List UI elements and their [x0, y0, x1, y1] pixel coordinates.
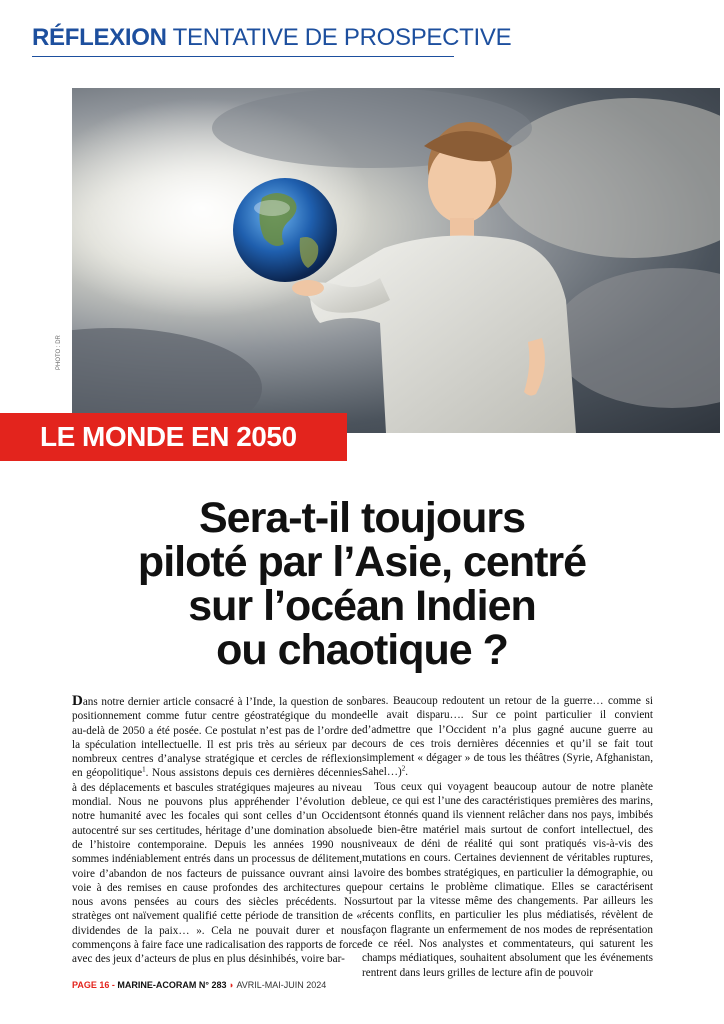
headline-line: piloté par l’Asie, centré	[137, 538, 587, 586]
footnote-ref[interactable]: 2	[401, 764, 406, 773]
boy-shirt	[310, 236, 576, 434]
article-column-left	[72, 694, 362, 967]
page-number: PAGE 16 -	[72, 980, 115, 990]
article-paragraph: bares. Beaucoup redoutent un retour de la guerre… comme si elle avait disparu…. Sur ce point particulier il convient d’admettre que l’Occident n’a plus gagné aucune guerre au cours de ces trois dernières décennies et qu’il se fait tout simplement « dégager » de tous les théâtres (Syrie, Afghanistan, Sahel…)$^2$.	[362, 695, 653, 779]
header-rule	[32, 56, 454, 57]
article-column-right	[362, 694, 653, 980]
topic-banner-label: LE MONDE EN 2050	[40, 421, 297, 452]
earth-globe	[233, 178, 337, 282]
photo-illustration	[72, 88, 720, 433]
headline-line: Sera-t-il toujours	[198, 494, 526, 542]
article-headline	[40, 496, 684, 672]
headline-line: ou chaotique ?	[216, 626, 508, 674]
section-kicker: RÉFLEXION	[32, 24, 167, 51]
magazine-name: MARINE-ACORAM N° 283	[117, 980, 227, 990]
page-footer	[72, 980, 326, 990]
drop-cap: D	[72, 693, 83, 709]
article-paragraph: Dans notre dernier article consacré à l’Inde, la question de son positionnement comme futur centre géostratégique du monde au-delà de 2050 a été posée. Ce postulat n’est pas de l’ordre de la spéculation intellectuelle. Il est pris très au sérieux par de nombreux centres d’analyse stratégique et cercles de réflexion en géopolitique$^1$. Nous assistons depuis ces dernières décennies à des déplacements et bascules stratégiques majeures au niveau mondial. Nous ne pouvons plus appréhender l’évolution de notre humanité avec les focales qui sont celles d’un Occident autocentré sur ses certitudes, héritage d’une domination absolue de l’histoire contemporaine. Depuis les années 1990 nous sommes indéniablement entrés dans un processus de délitement, voire d’abandon de nos facteurs de puissance ouvrant ainsi la voie à des remises en cause profondes des architectures que nous avons pensées au cours des siècles précédents. Nos stratèges ont naïvement qualifié cette période de transition de « dividendes de la paix… ». Cela ne pouvait durer et nous commençons à faire face une radicalisation des rapports de force avec des jeux d’acteurs de plus en plus désinhibés, voire bar-	[72, 693, 362, 966]
photo-credit: PHOTO : DR	[56, 335, 62, 370]
headline-line: sur l’océan Indien	[188, 582, 536, 630]
issue-date: AVRIL-MAI-JUIN 2024	[236, 980, 327, 990]
boy-hand	[292, 280, 324, 296]
topic-banner	[0, 413, 347, 461]
section-subtitle: TENTATIVE DE PROSPECTIVE	[172, 24, 512, 51]
article-photo	[72, 88, 720, 433]
footnote-ref[interactable]: 1	[142, 765, 146, 774]
arrow-icon: ◗	[229, 980, 235, 990]
article-paragraph: Tous ceux qui voyagent beaucoup autour de notre planète bleue, ce qui est l’une des caractéristiques premières des marins, sont étonnés quand ils viennent relâcher dans nos pays, imbibés de bien-être matériel mais surtout de confort intellectuel, des niveaux de déni de réalité qui sont pratiqués vis-à-vis des mutations en cours. Certaines deviennent de véritables ruptures, voire des bombes stratégiques, en particulier la démographie, ou pour certains le problème climatique. Elles se caractérisent surtout par la vitesse même des changements. Par ailleurs les récents conflits, en particulier les plus médiatisés, révèlent de façon flagrante un enfermement de nos modes de représentation de ce réel. Nos analystes et commentateurs, qui saturent les champs médiatiques, souhaitent absolument que les événements rentrent dans leurs grilles de lecture afin de pouvoir	[362, 780, 653, 979]
cloud	[552, 268, 720, 408]
section-header	[32, 24, 511, 52]
